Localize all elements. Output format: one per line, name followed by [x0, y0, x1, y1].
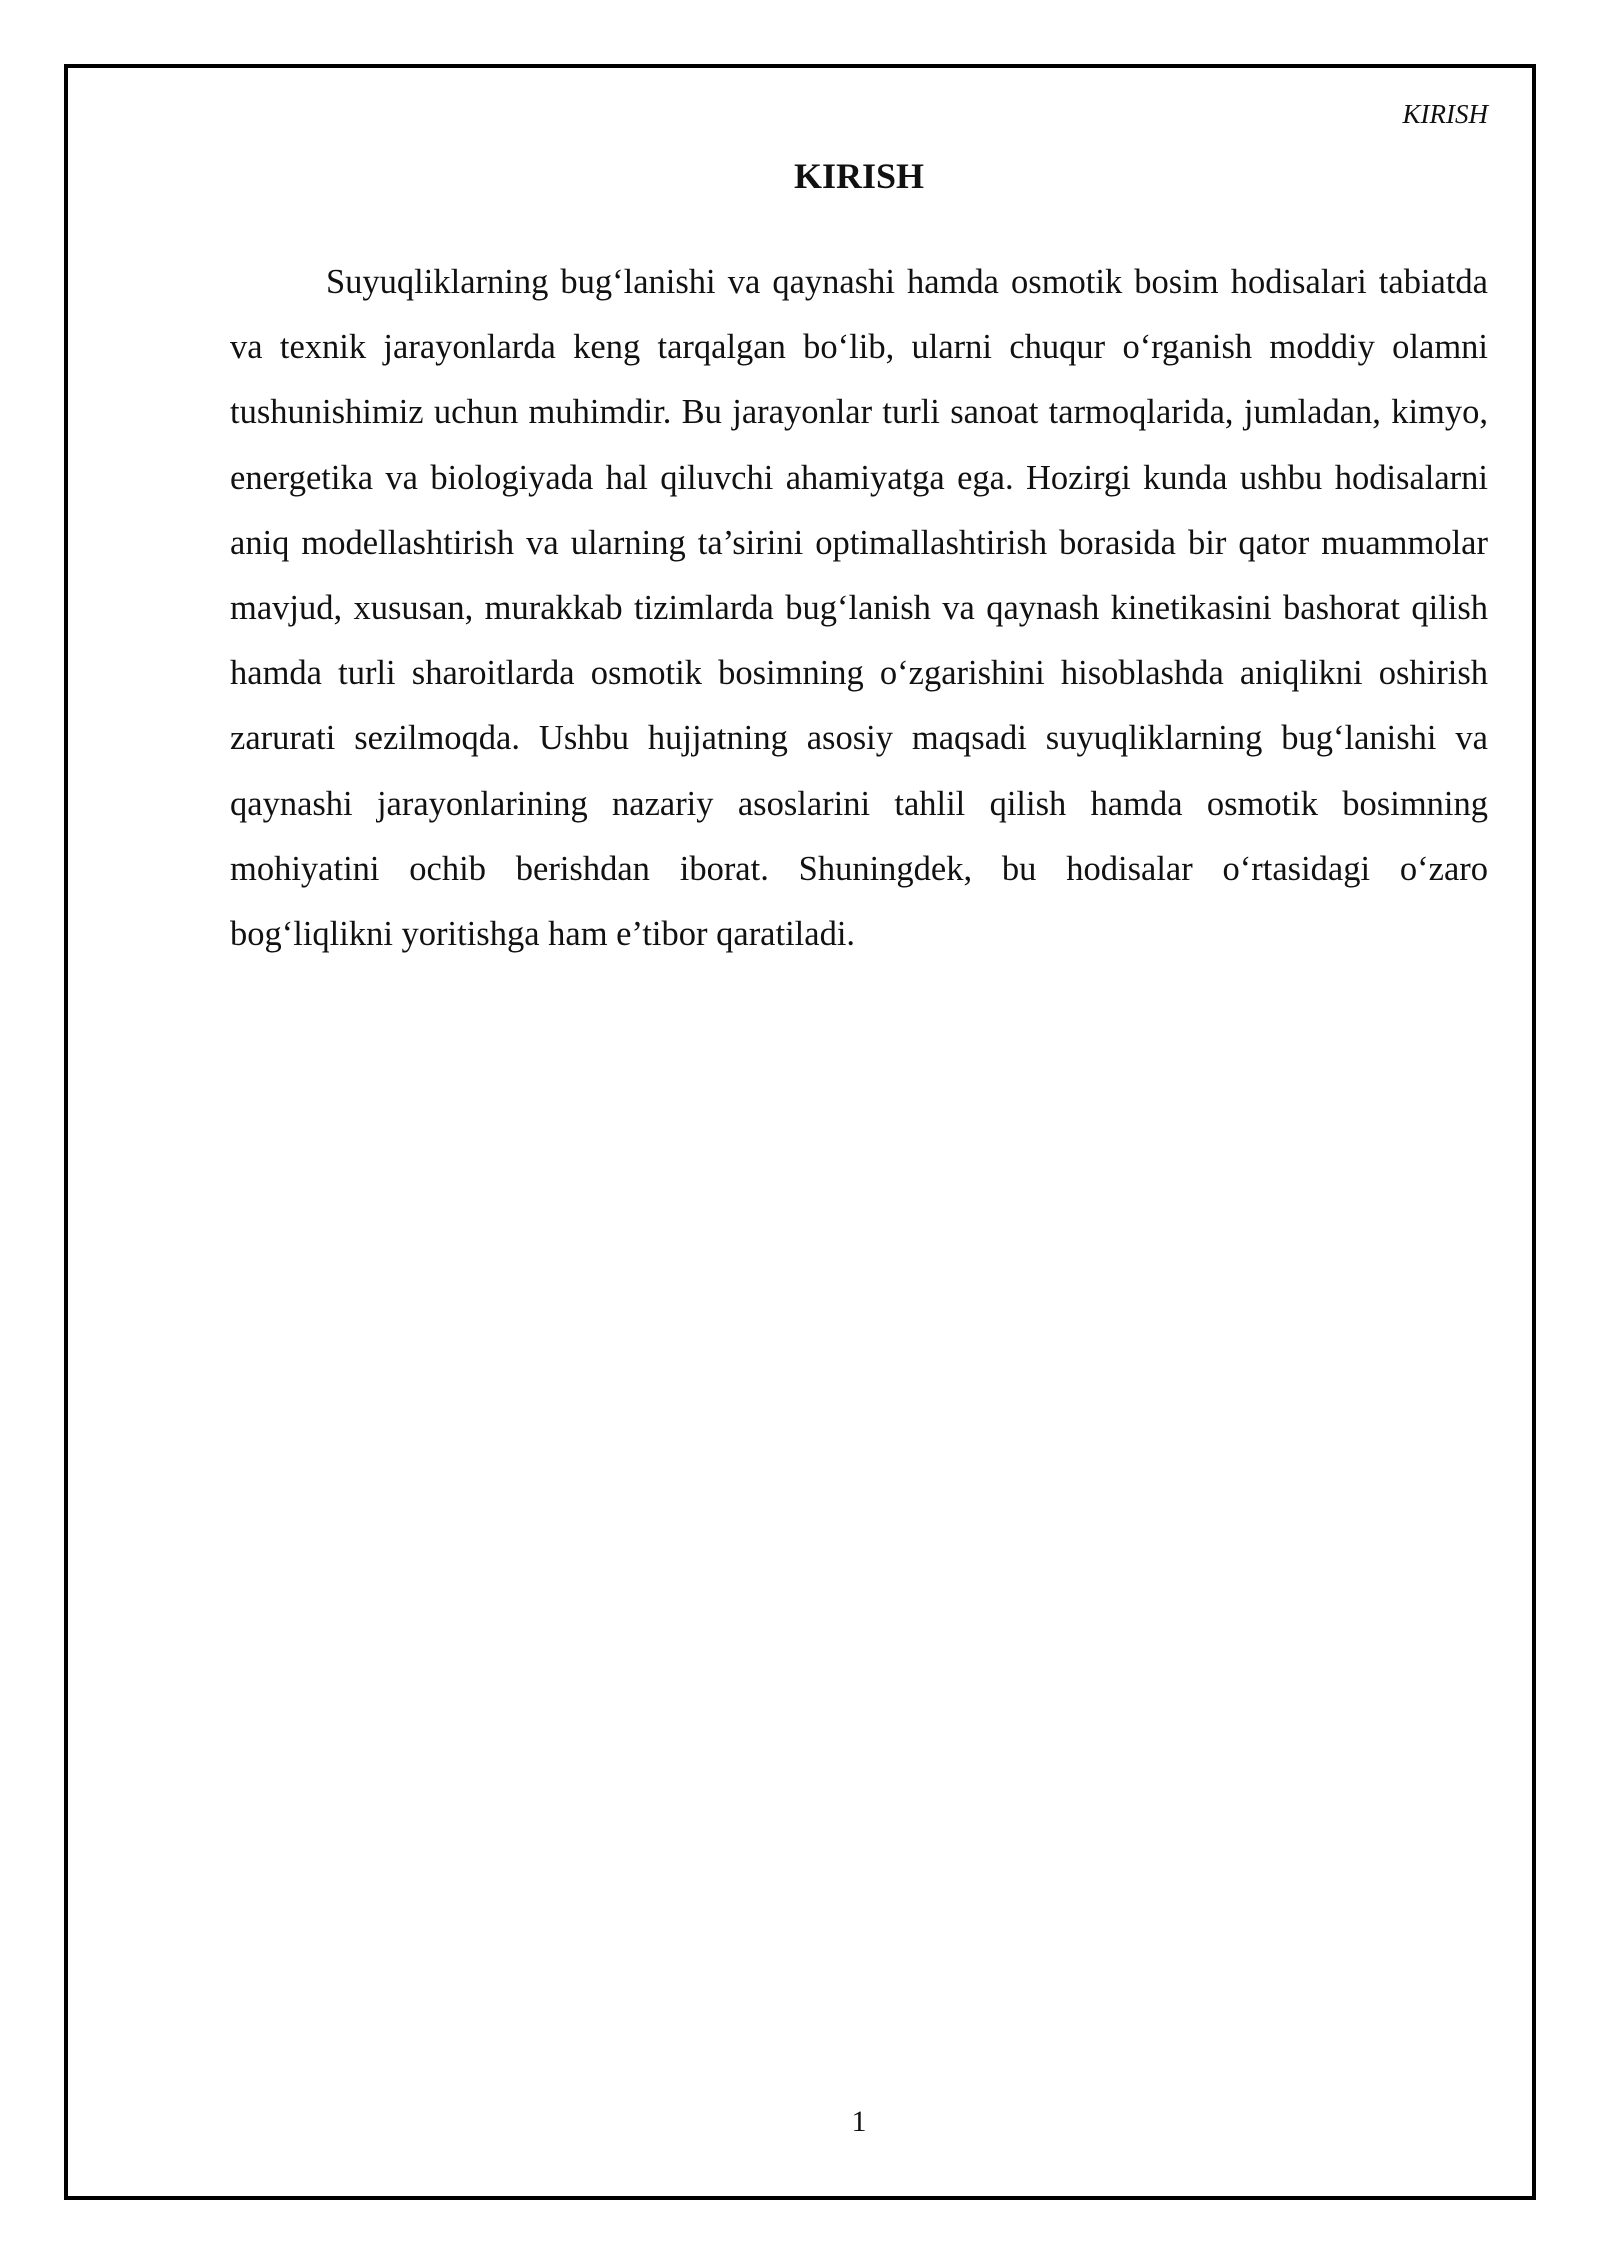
running-header: KIRISH [1402, 99, 1488, 129]
page-number: 1 [851, 2105, 867, 2138]
intro-paragraph: Suyuqliklarning bug‘lanishi va qaynashi hamda osmotik bosim hodisalari tabiatda va texnik jarayonlarda keng tarqalgan bo‘lib, ularni chuqur o‘rganish moddiy olamni tushunishimiz uchun muhimdir. Bu jarayonlar turli sanoat tarmoqlarida, jumladan, kimyo, energetika va biologiyada hal qiluvchi ahamiyatga ega. Hozirgi kunda ushbu hodisalarni aniq modellashtirish va ularning ta’sirini optimallashtirish borasida bir qator muammolar mavjud, xususan, murakkab tizimlarda bug‘lanish va qaynash kinetikasini bashorat qilish hamda turli sharoitlarda osmotik bosimning o‘zgarishini hisoblashda aniqlikni oshirish zarurati sezilmoqda. Ushbu hujjatning asosiy maqsadi suyuqliklarning bug‘lanishi va qaynashi jarayonlarining nazariy asoslarini tahlil qilish hamda osmotik bosimning mohiyatini ochib berishdan iborat. Shuningdek, bu hodisalar o‘rtasidagi o‘zaro bog‘liqlikni yoritishga ham e’tibor qaratiladi. [230, 263, 1488, 954]
section-title: KIRISH [793, 156, 925, 196]
